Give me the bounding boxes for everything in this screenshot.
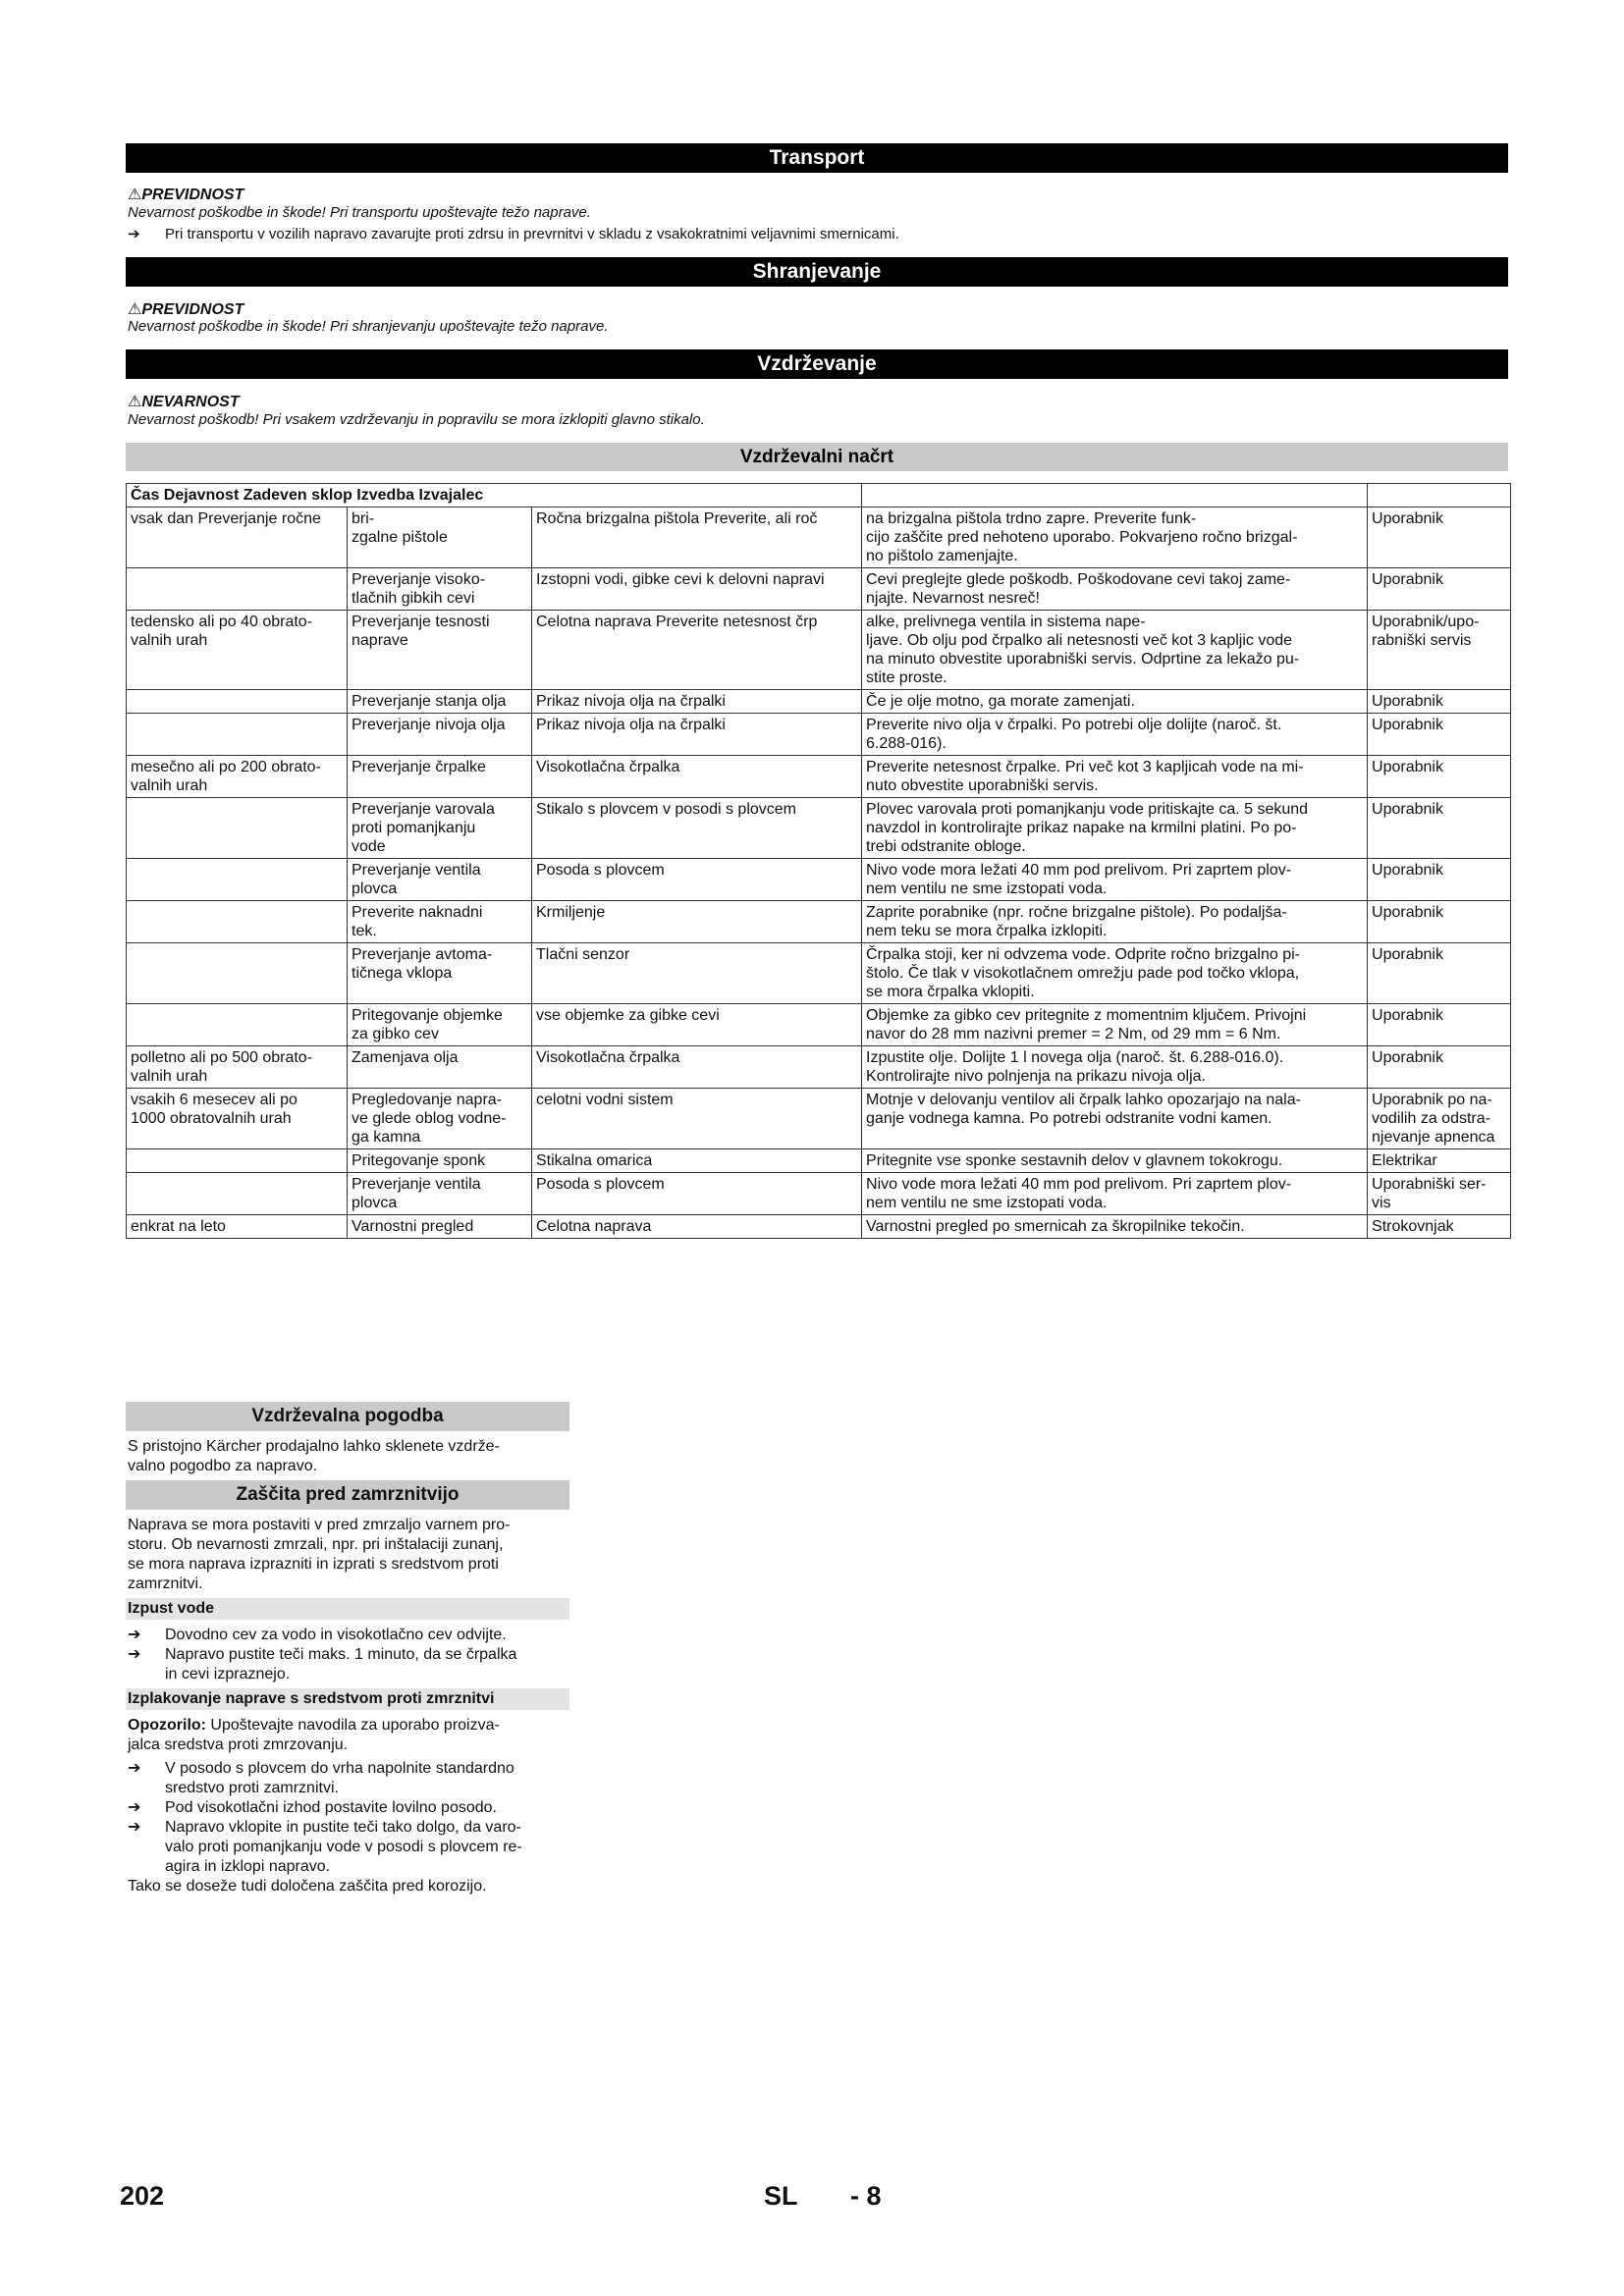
list-item [128, 1759, 568, 1798]
table-row [127, 568, 1511, 611]
cell-time [127, 859, 348, 901]
table-body [127, 507, 1511, 1239]
cell-person: Uporabnik [1368, 1046, 1511, 1089]
cell-procedure: Črpalka stoji, ker ni odvzema vode. Odprite ročno brizgalno pi- štolo. Če tlak v visokotlačnem omrežju pade pod točko vklopa, se mora črpalka vklopiti. [862, 943, 1368, 1004]
cell-activity: Preverjanje varovala proti pomanjkanju vode [348, 798, 532, 859]
maintenance-plan-heading: Vzdrževalni načrt [126, 443, 1508, 471]
cell-time [127, 690, 348, 714]
contract-text: S pristojno Kärcher prodajalno lahko sklenete vzdrže- valno pogodbo za napravo. [128, 1438, 500, 1474]
transport-instruction: ➔ Pri transportu v vozilih napravo zavarujte proti zdrsu in prevrnitvi v skladu z vsakokratnimi veljavnimi smernicami. [128, 226, 899, 242]
cell-component: Prikaz nivoja olja na črpalki [532, 714, 862, 756]
list-item [128, 1626, 568, 1645]
cell-component: Posoda s plovcem [532, 1173, 862, 1215]
cell-procedure: Plovec varovala proti pomanjkanju vode pritiskajte ca. 5 sekund navzdol in kontrolirajte prikaz napake na krmilni platini. Po po- trebi odstranite obloge. [862, 798, 1368, 859]
warning-triangle-icon: ⚠ [128, 301, 142, 318]
contract-heading: Vzdrževalna pogodba [126, 1402, 569, 1431]
flush-closing: Tako se doseže tudi določena zaščita pred korozijo. [128, 1878, 487, 1895]
list-item-text: V posodo s plovcem do vrha napolnite standardno sredstvo proti zamrznitvi. [165, 1760, 514, 1796]
storage-caution-label: ⚠PREVIDNOST [128, 301, 244, 318]
cell-component: celotni vodni sistem [532, 1089, 862, 1149]
list-item-text: Napravo vklopite in pustite teči tako dolgo, da varo- valo proti pomanjkanju vode v posodi s plovcem re- agira in izklopi napravo. [165, 1819, 522, 1875]
flush-heading: Izplakovanje naprave s sredstvom proti zmrznitvi [126, 1688, 569, 1710]
cell-activity: Preverite naknadni tek. [348, 901, 532, 943]
page-number: 202 [120, 2181, 165, 2211]
cell-activity: Preverjanje ventila plovca [348, 1173, 532, 1215]
table-row [127, 611, 1511, 690]
maintenance-danger-label: ⚠NEVARNOST [128, 394, 240, 410]
cell-activity: Preverjanje visoko- tlačnih gibkih cevi [348, 568, 532, 611]
cell-person: Uporabnik [1368, 507, 1511, 568]
table-row [127, 859, 1511, 901]
cell-component: Ročna brizgalna pištola Preverite, ali roč [532, 507, 862, 568]
footer-section-page: - 8 [850, 2181, 882, 2211]
cell-procedure: Objemke za gibko cev pritegnite z momentnim ključem. Privojni navor do 28 mm nazivni premer = 2 Nm, od 29 mm = 6 Nm. [862, 1004, 1368, 1046]
cell-time: mesečno ali po 200 obrato- valnih urah [127, 756, 348, 798]
cell-procedure: alke, prelivnega ventila in sistema nape- ljave. Ob olju pod črpalko ali netesnosti več kot 3 kapljic vode na minuto obvestite uporabniški servis. Odprtine za lekažo pu- stite proste. [862, 611, 1368, 690]
cell-time [127, 714, 348, 756]
arrow-right-icon: ➔ [128, 1627, 141, 1643]
cell-component: Stikalo s plovcem v posodi s plovcem [532, 798, 862, 859]
table-row [127, 1173, 1511, 1215]
arrow-right-icon: ➔ [128, 1760, 141, 1777]
cell-activity: Preverjanje črpalke [348, 756, 532, 798]
warning-triangle-icon: ⚠ [128, 187, 142, 203]
cell-activity: Pritegovanje sponk [348, 1149, 532, 1173]
maintenance-danger-text: Nevarnost poškodb! Pri vsakem vzdrževanju in popravilu se mora izklopiti glavno stikalo. [128, 411, 705, 428]
table-row [127, 714, 1511, 756]
cell-activity: Preverjanje ventila plovca [348, 859, 532, 901]
cell-time: tedensko ali po 40 obrato- valnih urah [127, 611, 348, 690]
cell-time: vsak dan Preverjanje ročne [127, 507, 348, 568]
cell-procedure: Preverite nivo olja v črpalki. Po potrebi olje dolijte (naroč. št. 6.288-016). [862, 714, 1368, 756]
storage-caution-text: Nevarnost poškodbe in škode! Pri shranjevanju upoštevajte težo naprave. [128, 318, 609, 335]
table-row [127, 943, 1511, 1004]
list-item-text: Napravo pustite teči maks. 1 minuto, da se črpalka in cevi izpraznejo. [165, 1646, 517, 1682]
footer-language: SL [764, 2181, 798, 2211]
cell-component: Celotna naprava [532, 1215, 862, 1239]
list-item-text: Pod visokotlačni izhod postavite lovilno posodo. [165, 1799, 497, 1816]
table-row [127, 1089, 1511, 1149]
cell-procedure: Nivo vode mora ležati 40 mm pod prelivom. Pri zaprtem plov- nem ventilu ne sme izstopati voda. [862, 859, 1368, 901]
note-text: Upoštevajte navodila za uporabo proizva- jalca sredstva proti zmrzovanju. [128, 1717, 500, 1753]
cell-time [127, 1173, 348, 1215]
lower-column [126, 1402, 569, 1900]
cell-procedure: Preverite netesnost črpalke. Pri več kot 3 kapljicah vode na mi- nuto obvestite uporabniški servis. [862, 756, 1368, 798]
cell-component: Stikalna omarica [532, 1149, 862, 1173]
arrow-right-icon: ➔ [128, 1646, 141, 1663]
cell-procedure: Varnostni pregled po smernicah za škropilnike tekočin. [862, 1215, 1368, 1239]
cell-person: Uporabnik [1368, 943, 1511, 1004]
cell-activity: Zamenjava olja [348, 1046, 532, 1089]
flush-steps [126, 1759, 569, 1877]
cell-procedure: Izpustite olje. Dolijte 1 l novega olja (naroč. št. 6.288-016.0). Kontrolirajte nivo polnjenja na prikazu nivoja olja. [862, 1046, 1368, 1089]
transport-caution-text: Nevarnost poškodbe in škode! Pri transportu upoštevajte težo naprave. [128, 204, 591, 221]
cell-time [127, 798, 348, 859]
cell-component: Krmiljenje [532, 901, 862, 943]
cell-person: Uporabnik [1368, 1004, 1511, 1046]
cell-component: Celotna naprava Preverite netesnost črp [532, 611, 862, 690]
cell-activity: Preverjanje avtoma- tičnega vklopa [348, 943, 532, 1004]
cell-component: Izstopni vodi, gibke cevi k delovni napravi [532, 568, 862, 611]
drain-steps [126, 1626, 569, 1684]
flush-note [128, 1716, 568, 1755]
table-row [127, 690, 1511, 714]
cell-procedure: Če je olje motno, ga morate zamenjati. [862, 690, 1368, 714]
cell-procedure: Pritegnite vse sponke sestavnih delov v glavnem tokokrogu. [862, 1149, 1368, 1173]
maintenance-plan-table [126, 483, 1511, 1239]
arrow-right-icon: ➔ [128, 1799, 141, 1816]
cell-component: Tlačni senzor [532, 943, 862, 1004]
cell-procedure: Cevi preglejte glede poškodb. Poškodovane cevi takoj zame- njajte. Nevarnost nesreč! [862, 568, 1368, 611]
cell-person: Strokovnjak [1368, 1215, 1511, 1239]
cell-time [127, 1004, 348, 1046]
list-item-text: Dovodno cev za vodo in visokotlačno cev odvijte. [165, 1627, 507, 1643]
cell-component: Posoda s plovcem [532, 859, 862, 901]
cell-person: Uporabnik [1368, 859, 1511, 901]
cell-person: Uporabniški ser- vis [1368, 1173, 1511, 1215]
cell-activity: bri- zgalne pištole [348, 507, 532, 568]
cell-procedure: Nivo vode mora ležati 40 mm pod prelivom. Pri zaprtem plov- nem ventilu ne sme izstopati voda. [862, 1173, 1368, 1215]
table-row [127, 1004, 1511, 1046]
warning-triangle-icon: ⚠ [128, 394, 142, 410]
frost-text: Naprava se mora postaviti v pred zmrzaljo varnem pro- storu. Ob nevarnosti zmrzali, npr. pri inštalaciji zunanj, se mora naprava izprazniti in izprati s sredstvom proti zamrznitvi. [128, 1517, 511, 1592]
cell-person: Uporabnik [1368, 568, 1511, 611]
transport-caution-label: ⚠PREVIDNOST [128, 187, 244, 203]
cell-person: Uporabnik [1368, 714, 1511, 756]
cell-person: Uporabnik [1368, 901, 1511, 943]
cell-activity: Pregledovanje napra- ve glede oblog vodne- ga kamna [348, 1089, 532, 1149]
table-row [127, 901, 1511, 943]
cell-activity: Varnostni pregled [348, 1215, 532, 1239]
list-item [128, 1818, 568, 1877]
cell-person: Uporabnik [1368, 756, 1511, 798]
cell-time [127, 1149, 348, 1173]
maintenance-heading: Vzdrževanje [126, 349, 1508, 379]
cell-activity: Preverjanje stanja olja [348, 690, 532, 714]
cell-time: polletno ali po 500 obrato- valnih urah [127, 1046, 348, 1089]
cell-component: Prikaz nivoja olja na črpalki [532, 690, 862, 714]
cell-person: Uporabnik [1368, 798, 1511, 859]
drain-heading: Izpust vode [126, 1598, 569, 1620]
cell-procedure: Motnje v delovanju ventilov ali črpalk lahko opozarjajo na nala- ganje vodnega kamna. Po potrebi odstranite vodni kamen. [862, 1089, 1368, 1149]
arrow-right-icon: ➔ [128, 1819, 141, 1836]
cell-time [127, 568, 348, 611]
frost-heading: Zaščita pred zamrznitvijo [126, 1480, 569, 1510]
storage-heading: Shranjevanje [126, 257, 1508, 287]
cell-activity: Preverjanje nivoja olja [348, 714, 532, 756]
table-row [127, 1046, 1511, 1089]
cell-person: Uporabnik po na- vodilih za odstra- njevanje apnenca [1368, 1089, 1511, 1149]
cell-time [127, 901, 348, 943]
cell-person: Elektrikar [1368, 1149, 1511, 1173]
arrow-right-icon: ➔ [128, 226, 140, 242]
table-header: Čas Dejavnost Zadeven sklop Izvedba Izvajalec [127, 484, 862, 507]
table-header-empty [862, 484, 1368, 507]
table-row [127, 507, 1511, 568]
cell-procedure: na brizgalna pištola trdno zapre. Preverite funk- cijo zaščite pred nehoteno uporabo. Pokvarjeno ročno brizgal- no pištolo zamenjajte. [862, 507, 1368, 568]
table-row [127, 798, 1511, 859]
note-label: Opozorilo: [128, 1717, 206, 1734]
cell-component: Visokotlačna črpalka [532, 756, 862, 798]
cell-activity: Preverjanje tesnosti naprave [348, 611, 532, 690]
cell-procedure: Zaprite porabnike (npr. ročne brizgalne pištole). Po podaljša- nem teku se mora črpalka izklopiti. [862, 901, 1368, 943]
cell-component: Visokotlačna črpalka [532, 1046, 862, 1089]
list-item [128, 1798, 568, 1818]
cell-person: Uporabnik [1368, 690, 1511, 714]
cell-time: enkrat na leto [127, 1215, 348, 1239]
cell-component: vse objemke za gibke cevi [532, 1004, 862, 1046]
cell-time: vsakih 6 mesecev ali po 1000 obratovalnih urah [127, 1089, 348, 1149]
transport-heading: Transport [126, 143, 1508, 173]
table-row [127, 1149, 1511, 1173]
cell-time [127, 943, 348, 1004]
cell-activity: Pritegovanje objemke za gibko cev [348, 1004, 532, 1046]
table-row [127, 1215, 1511, 1239]
list-item [128, 1645, 568, 1684]
table-row [127, 756, 1511, 798]
table-header-empty [1368, 484, 1511, 507]
table-header-row [127, 484, 1511, 507]
cell-person: Uporabnik/upo- rabniški servis [1368, 611, 1511, 690]
